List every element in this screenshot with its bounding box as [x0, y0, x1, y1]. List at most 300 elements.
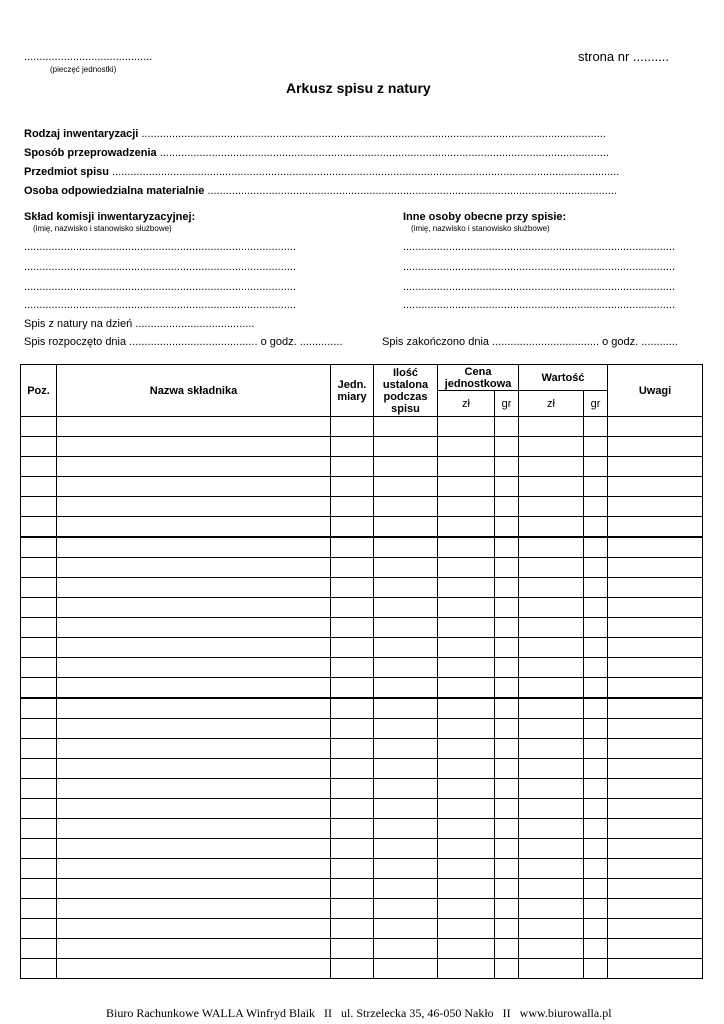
cell-jedn[interactable]	[331, 578, 374, 598]
cell-poz[interactable]	[21, 618, 57, 638]
cell-cena-zl[interactable]	[438, 477, 495, 497]
field-label: Rodzaj inwentaryzacji	[24, 128, 139, 140]
cell-cena-gr[interactable]	[495, 437, 519, 457]
footer-website[interactable]: www.biurowalla.pl	[519, 1006, 612, 1020]
cell-poz[interactable]	[21, 638, 57, 658]
cell-nazwa[interactable]	[57, 859, 331, 879]
cell-wartosc-zl[interactable]	[519, 839, 584, 859]
header-jedn: Jedn. miary	[331, 365, 374, 417]
cell-wartosc-zl[interactable]	[519, 598, 584, 618]
cell-poz[interactable]	[21, 899, 57, 919]
cell-cena-gr[interactable]	[495, 457, 519, 477]
cell-wartosc-zl[interactable]	[519, 719, 584, 739]
cell-ilosc[interactable]	[374, 759, 438, 779]
cell-nazwa[interactable]	[57, 598, 331, 618]
cell-poz[interactable]	[21, 437, 57, 457]
cell-wartosc-gr[interactable]	[584, 598, 608, 618]
header-ilosc: Ilość ustalona podczas spisu	[374, 365, 438, 417]
cell-ilosc[interactable]	[374, 819, 438, 839]
cell-wartosc-gr[interactable]	[584, 437, 608, 457]
cell-wartosc-zl[interactable]	[519, 698, 584, 719]
cell-ilosc[interactable]	[374, 899, 438, 919]
cell-ilosc[interactable]	[374, 578, 438, 598]
cell-cena-zl[interactable]	[438, 719, 495, 739]
cell-uwagi[interactable]	[608, 799, 703, 819]
cell-cena-gr[interactable]	[495, 919, 519, 939]
cell-cena-gr[interactable]	[495, 658, 519, 678]
cell-uwagi[interactable]	[608, 759, 703, 779]
cell-ilosc[interactable]	[374, 658, 438, 678]
cell-poz[interactable]	[21, 919, 57, 939]
cell-poz[interactable]	[21, 658, 57, 678]
cell-wartosc-zl[interactable]	[519, 618, 584, 638]
cell-ilosc[interactable]	[374, 959, 438, 979]
cell-poz[interactable]	[21, 558, 57, 578]
cell-poz[interactable]	[21, 598, 57, 618]
cell-cena-gr[interactable]	[495, 859, 519, 879]
table-row	[21, 959, 703, 979]
cell-jedn[interactable]	[331, 839, 374, 859]
cell-wartosc-zl[interactable]	[519, 799, 584, 819]
cell-wartosc-zl[interactable]	[519, 457, 584, 477]
cell-cena-gr[interactable]	[495, 638, 519, 658]
cell-cena-gr[interactable]	[495, 477, 519, 497]
cell-wartosc-zl[interactable]	[519, 417, 584, 437]
cell-cena-zl[interactable]	[438, 799, 495, 819]
other-persons-line: .........................................................................................	[403, 299, 675, 311]
cell-nazwa[interactable]	[57, 437, 331, 457]
cell-poz[interactable]	[21, 959, 57, 979]
table-row	[21, 939, 703, 959]
table-row	[21, 899, 703, 919]
cell-jedn[interactable]	[331, 939, 374, 959]
cell-cena-zl[interactable]	[438, 939, 495, 959]
cell-ilosc[interactable]	[374, 879, 438, 899]
cell-uwagi[interactable]	[608, 537, 703, 558]
cell-cena-zl[interactable]	[438, 819, 495, 839]
cell-wartosc-gr[interactable]	[584, 919, 608, 939]
cell-ilosc[interactable]	[374, 859, 438, 879]
cell-cena-gr[interactable]	[495, 779, 519, 799]
cell-poz[interactable]	[21, 779, 57, 799]
header-poz: Poz.	[21, 365, 57, 417]
cell-jedn[interactable]	[331, 457, 374, 477]
cell-poz[interactable]	[21, 859, 57, 879]
cell-poz[interactable]	[21, 799, 57, 819]
cell-cena-zl[interactable]	[438, 879, 495, 899]
cell-wartosc-zl[interactable]	[519, 819, 584, 839]
cell-nazwa[interactable]	[57, 658, 331, 678]
cell-ilosc[interactable]	[374, 537, 438, 558]
cell-cena-gr[interactable]	[495, 839, 519, 859]
cell-wartosc-gr[interactable]	[584, 497, 608, 517]
cell-uwagi[interactable]	[608, 658, 703, 678]
table-row	[21, 497, 703, 517]
cell-jedn[interactable]	[331, 879, 374, 899]
cell-uwagi[interactable]	[608, 959, 703, 979]
cell-wartosc-zl[interactable]	[519, 919, 584, 939]
cell-wartosc-gr[interactable]	[584, 899, 608, 919]
cell-jedn[interactable]	[331, 658, 374, 678]
cell-wartosc-gr[interactable]	[584, 477, 608, 497]
cell-uwagi[interactable]	[608, 477, 703, 497]
cell-wartosc-gr[interactable]	[584, 879, 608, 899]
cell-cena-zl[interactable]	[438, 537, 495, 558]
cell-ilosc[interactable]	[374, 618, 438, 638]
cell-wartosc-gr[interactable]	[584, 678, 608, 699]
cell-cena-zl[interactable]	[438, 698, 495, 719]
table-row	[21, 779, 703, 799]
cell-nazwa[interactable]	[57, 939, 331, 959]
cell-poz[interactable]	[21, 879, 57, 899]
cell-ilosc[interactable]	[374, 457, 438, 477]
cell-nazwa[interactable]	[57, 739, 331, 759]
cell-nazwa[interactable]	[57, 959, 331, 979]
table-row	[21, 618, 703, 638]
cell-nazwa[interactable]	[57, 759, 331, 779]
cell-uwagi[interactable]	[608, 497, 703, 517]
cell-wartosc-gr[interactable]	[584, 517, 608, 538]
cell-wartosc-zl[interactable]	[519, 879, 584, 899]
cell-poz[interactable]	[21, 759, 57, 779]
cell-cena-zl[interactable]	[438, 578, 495, 598]
cell-jedn[interactable]	[331, 799, 374, 819]
cell-ilosc[interactable]	[374, 437, 438, 457]
cell-wartosc-gr[interactable]	[584, 457, 608, 477]
cell-wartosc-zl[interactable]	[519, 658, 584, 678]
cell-ilosc[interactable]	[374, 497, 438, 517]
cell-nazwa[interactable]	[57, 457, 331, 477]
cell-cena-zl[interactable]	[438, 618, 495, 638]
cell-uwagi[interactable]	[608, 839, 703, 859]
commission-line: .........................................................................................	[24, 261, 296, 273]
spis-na-dzien: Spis z natury na dzień .......................................	[24, 318, 255, 330]
cell-cena-gr[interactable]	[495, 698, 519, 719]
cell-cena-zl[interactable]	[438, 839, 495, 859]
other-persons-line: .........................................................................................	[403, 241, 675, 253]
cell-wartosc-zl[interactable]	[519, 939, 584, 959]
cell-wartosc-zl[interactable]	[519, 759, 584, 779]
table-row	[21, 919, 703, 939]
cell-cena-zl[interactable]	[438, 497, 495, 517]
spis-zakonczono: Spis zakończono dnia ................................... o godz. ............	[382, 336, 678, 348]
inventory-table	[20, 364, 703, 979]
cell-poz[interactable]	[21, 839, 57, 859]
cell-nazwa[interactable]	[57, 698, 331, 719]
cell-poz[interactable]	[21, 739, 57, 759]
header-wartosc-gr: gr	[584, 391, 608, 417]
cell-uwagi[interactable]	[608, 437, 703, 457]
cell-jedn[interactable]	[331, 678, 374, 699]
cell-ilosc[interactable]	[374, 417, 438, 437]
cell-nazwa[interactable]	[57, 919, 331, 939]
cell-cena-gr[interactable]	[495, 517, 519, 538]
table-row	[21, 719, 703, 739]
cell-uwagi[interactable]	[608, 598, 703, 618]
cell-wartosc-zl[interactable]	[519, 859, 584, 879]
document-title: Arkusz spisu z natury	[286, 80, 431, 96]
cell-wartosc-zl[interactable]	[519, 739, 584, 759]
cell-jedn[interactable]	[331, 638, 374, 658]
footer-separator: II	[502, 1006, 511, 1020]
cell-cena-zl[interactable]	[438, 457, 495, 477]
cell-cena-gr[interactable]	[495, 618, 519, 638]
cell-wartosc-gr[interactable]	[584, 959, 608, 979]
cell-ilosc[interactable]	[374, 939, 438, 959]
cell-wartosc-zl[interactable]	[519, 959, 584, 979]
commission-line: .........................................................................................	[24, 241, 296, 253]
cell-wartosc-gr[interactable]	[584, 537, 608, 558]
cell-uwagi[interactable]	[608, 457, 703, 477]
cell-ilosc[interactable]	[374, 779, 438, 799]
cell-nazwa[interactable]	[57, 497, 331, 517]
cell-uwagi[interactable]	[608, 739, 703, 759]
cell-ilosc[interactable]	[374, 719, 438, 739]
cell-poz[interactable]	[21, 457, 57, 477]
cell-cena-gr[interactable]	[495, 899, 519, 919]
cell-uwagi[interactable]	[608, 899, 703, 919]
cell-ilosc[interactable]	[374, 698, 438, 719]
cell-nazwa[interactable]	[57, 578, 331, 598]
table-row	[21, 578, 703, 598]
cell-cena-zl[interactable]	[438, 959, 495, 979]
cell-ilosc[interactable]	[374, 839, 438, 859]
cell-uwagi[interactable]	[608, 417, 703, 437]
cell-wartosc-gr[interactable]	[584, 638, 608, 658]
cell-cena-zl[interactable]	[438, 417, 495, 437]
cell-jedn[interactable]	[331, 739, 374, 759]
cell-cena-zl[interactable]	[438, 678, 495, 699]
table-row	[21, 457, 703, 477]
cell-nazwa[interactable]	[57, 839, 331, 859]
header-cena-zl: zł	[438, 391, 495, 417]
cell-nazwa[interactable]	[57, 417, 331, 437]
cell-nazwa[interactable]	[57, 477, 331, 497]
cell-uwagi[interactable]	[608, 638, 703, 658]
cell-wartosc-gr[interactable]	[584, 779, 608, 799]
page-number-field: strona nr ..........	[578, 49, 670, 64]
cell-wartosc-zl[interactable]	[519, 558, 584, 578]
cell-cena-gr[interactable]	[495, 497, 519, 517]
cell-ilosc[interactable]	[374, 558, 438, 578]
cell-wartosc-gr[interactable]	[584, 698, 608, 719]
cell-ilosc[interactable]	[374, 598, 438, 618]
cell-jedn[interactable]	[331, 537, 374, 558]
cell-nazwa[interactable]	[57, 899, 331, 919]
cell-wartosc-gr[interactable]	[584, 739, 608, 759]
other-persons-hint: (imię, nazwisko i stanowisko służbowe)	[411, 224, 550, 233]
field-dots: ...................................................................................................................................................	[156, 147, 609, 159]
cell-nazwa[interactable]	[57, 517, 331, 538]
table-row	[21, 879, 703, 899]
cell-poz[interactable]	[21, 719, 57, 739]
cell-uwagi[interactable]	[608, 678, 703, 699]
cell-wartosc-gr[interactable]	[584, 618, 608, 638]
other-persons-title: Inne osoby obecne przy spisie:	[403, 211, 567, 223]
cell-jedn[interactable]	[331, 497, 374, 517]
cell-cena-gr[interactable]	[495, 939, 519, 959]
cell-wartosc-gr[interactable]	[584, 759, 608, 779]
cell-poz[interactable]	[21, 578, 57, 598]
cell-uwagi[interactable]	[608, 698, 703, 719]
cell-jedn[interactable]	[331, 919, 374, 939]
cell-uwagi[interactable]	[608, 578, 703, 598]
cell-nazwa[interactable]	[57, 799, 331, 819]
table-body	[21, 417, 703, 979]
cell-cena-zl[interactable]	[438, 859, 495, 879]
cell-wartosc-zl[interactable]	[519, 437, 584, 457]
cell-wartosc-gr[interactable]	[584, 799, 608, 819]
table-row	[21, 739, 703, 759]
cell-uwagi[interactable]	[608, 879, 703, 899]
cell-ilosc[interactable]	[374, 919, 438, 939]
cell-wartosc-gr[interactable]	[584, 558, 608, 578]
cell-poz[interactable]	[21, 517, 57, 538]
cell-cena-zl[interactable]	[438, 779, 495, 799]
cell-cena-zl[interactable]	[438, 899, 495, 919]
cell-jedn[interactable]	[331, 517, 374, 538]
header-nazwa: Nazwa składnika	[57, 365, 331, 417]
cell-poz[interactable]	[21, 698, 57, 719]
cell-jedn[interactable]	[331, 779, 374, 799]
cell-ilosc[interactable]	[374, 799, 438, 819]
cell-nazwa[interactable]	[57, 558, 331, 578]
cell-uwagi[interactable]	[608, 779, 703, 799]
cell-cena-gr[interactable]	[495, 739, 519, 759]
cell-cena-gr[interactable]	[495, 558, 519, 578]
cell-jedn[interactable]	[331, 558, 374, 578]
cell-uwagi[interactable]	[608, 558, 703, 578]
cell-uwagi[interactable]	[608, 919, 703, 939]
cell-uwagi[interactable]	[608, 939, 703, 959]
footer-separator: II	[324, 1006, 333, 1020]
cell-nazwa[interactable]	[57, 779, 331, 799]
cell-nazwa[interactable]	[57, 678, 331, 699]
cell-wartosc-zl[interactable]	[519, 899, 584, 919]
cell-wartosc-zl[interactable]	[519, 578, 584, 598]
cell-wartosc-gr[interactable]	[584, 658, 608, 678]
cell-nazwa[interactable]	[57, 719, 331, 739]
cell-wartosc-gr[interactable]	[584, 819, 608, 839]
cell-ilosc[interactable]	[374, 739, 438, 759]
cell-cena-gr[interactable]	[495, 819, 519, 839]
cell-ilosc[interactable]	[374, 678, 438, 699]
cell-cena-zl[interactable]	[438, 437, 495, 457]
cell-poz[interactable]	[21, 417, 57, 437]
cell-cena-zl[interactable]	[438, 558, 495, 578]
cell-jedn[interactable]	[331, 819, 374, 839]
cell-wartosc-gr[interactable]	[584, 719, 608, 739]
cell-cena-gr[interactable]	[495, 759, 519, 779]
cell-ilosc[interactable]	[374, 477, 438, 497]
cell-poz[interactable]	[21, 819, 57, 839]
table-row	[21, 819, 703, 839]
cell-cena-zl[interactable]	[438, 598, 495, 618]
cell-cena-zl[interactable]	[438, 919, 495, 939]
cell-wartosc-zl[interactable]	[519, 779, 584, 799]
cell-nazwa[interactable]	[57, 618, 331, 638]
header-wartosc: Wartość	[519, 365, 608, 391]
table-row	[21, 698, 703, 719]
cell-nazwa[interactable]	[57, 638, 331, 658]
cell-wartosc-gr[interactable]	[584, 859, 608, 879]
cell-cena-gr[interactable]	[495, 719, 519, 739]
cell-jedn[interactable]	[331, 759, 374, 779]
cell-poz[interactable]	[21, 939, 57, 959]
cell-uwagi[interactable]	[608, 859, 703, 879]
cell-nazwa[interactable]	[57, 819, 331, 839]
cell-wartosc-gr[interactable]	[584, 578, 608, 598]
cell-poz[interactable]	[21, 537, 57, 558]
cell-jedn[interactable]	[331, 698, 374, 719]
cell-jedn[interactable]	[331, 719, 374, 739]
cell-cena-zl[interactable]	[438, 759, 495, 779]
cell-cena-gr[interactable]	[495, 959, 519, 979]
cell-wartosc-zl[interactable]	[519, 477, 584, 497]
cell-poz[interactable]	[21, 678, 57, 699]
cell-jedn[interactable]	[331, 437, 374, 457]
cell-uwagi[interactable]	[608, 719, 703, 739]
cell-cena-gr[interactable]	[495, 598, 519, 618]
cell-nazwa[interactable]	[57, 879, 331, 899]
cell-jedn[interactable]	[331, 477, 374, 497]
field-sposob	[24, 147, 609, 159]
table-row	[21, 799, 703, 819]
cell-cena-gr[interactable]	[495, 417, 519, 437]
cell-cena-gr[interactable]	[495, 678, 519, 699]
cell-jedn[interactable]	[331, 859, 374, 879]
cell-ilosc[interactable]	[374, 638, 438, 658]
cell-cena-zl[interactable]	[438, 739, 495, 759]
cell-jedn[interactable]	[331, 899, 374, 919]
cell-jedn[interactable]	[331, 618, 374, 638]
commission-title: Skład komisji inwentaryzacyjnej:	[24, 211, 196, 223]
cell-jedn[interactable]	[331, 417, 374, 437]
cell-wartosc-zl[interactable]	[519, 638, 584, 658]
cell-cena-gr[interactable]	[495, 799, 519, 819]
cell-uwagi[interactable]	[608, 618, 703, 638]
other-persons-line: .........................................................................................	[403, 281, 675, 293]
cell-cena-zl[interactable]	[438, 517, 495, 538]
cell-cena-gr[interactable]	[495, 879, 519, 899]
footer	[106, 1006, 612, 1021]
commission-hint: (imię, nazwisko i stanowisko służbowe)	[33, 224, 172, 233]
cell-cena-zl[interactable]	[438, 638, 495, 658]
cell-wartosc-gr[interactable]	[584, 417, 608, 437]
cell-nazwa[interactable]	[57, 537, 331, 558]
cell-wartosc-zl[interactable]	[519, 517, 584, 538]
cell-cena-gr[interactable]	[495, 578, 519, 598]
cell-wartosc-zl[interactable]	[519, 537, 584, 558]
cell-wartosc-zl[interactable]	[519, 678, 584, 699]
cell-poz[interactable]	[21, 497, 57, 517]
field-przedmiot	[24, 166, 619, 178]
cell-uwagi[interactable]	[608, 819, 703, 839]
table-row	[21, 558, 703, 578]
field-label: Przedmiot spisu	[24, 166, 109, 178]
spis-rozpoczeto: Spis rozpoczęto dnia .......................................... o godz. ..............	[24, 336, 343, 348]
cell-jedn[interactable]	[331, 959, 374, 979]
cell-cena-zl[interactable]	[438, 658, 495, 678]
cell-uwagi[interactable]	[608, 517, 703, 538]
cell-wartosc-zl[interactable]	[519, 497, 584, 517]
cell-wartosc-gr[interactable]	[584, 839, 608, 859]
cell-wartosc-gr[interactable]	[584, 939, 608, 959]
cell-poz[interactable]	[21, 477, 57, 497]
cell-ilosc[interactable]	[374, 517, 438, 538]
cell-cena-gr[interactable]	[495, 537, 519, 558]
cell-jedn[interactable]	[331, 598, 374, 618]
